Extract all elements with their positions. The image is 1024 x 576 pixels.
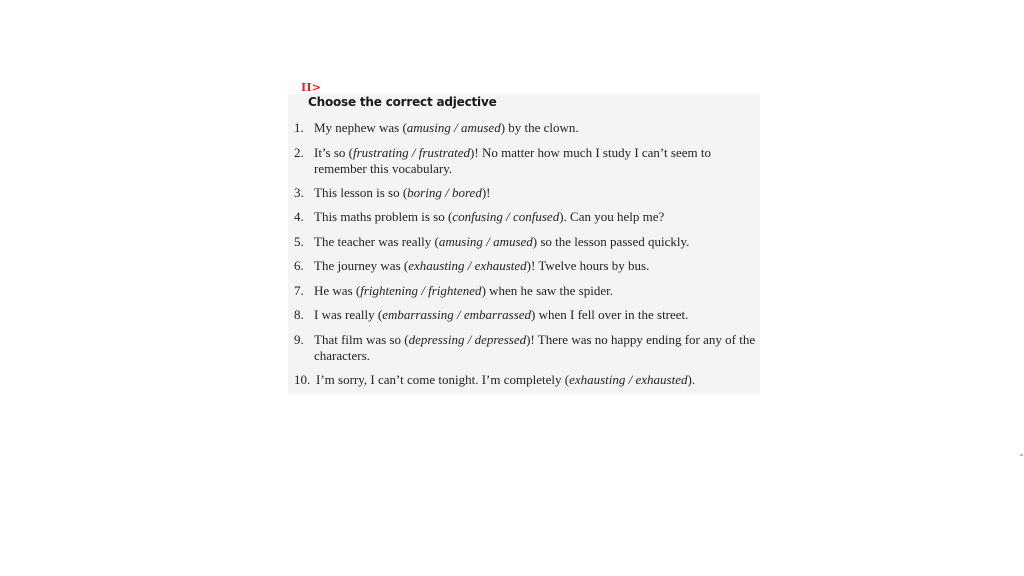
item-text-after: ). Can you help me? bbox=[559, 209, 665, 224]
option-1: frightening bbox=[360, 283, 418, 298]
item-number: 9. bbox=[294, 332, 304, 347]
item-text-after: )! bbox=[481, 185, 491, 200]
option-separator: / bbox=[450, 120, 461, 135]
option-separator: / bbox=[408, 145, 419, 160]
exercise-item-5 bbox=[294, 234, 760, 250]
option-2: confused bbox=[512, 209, 560, 224]
item-text-before: The teacher was really ( bbox=[314, 234, 439, 249]
exercise-item-2 bbox=[294, 145, 760, 177]
item-number: 6. bbox=[294, 258, 304, 273]
item-text-before: I was really ( bbox=[314, 307, 383, 322]
exercise-item-6 bbox=[294, 258, 760, 274]
option-separator: / bbox=[625, 372, 636, 387]
exercise-item-10 bbox=[294, 372, 760, 388]
item-text-after: )! Twelve hours by bus. bbox=[526, 258, 650, 273]
item-text-before: That film was so ( bbox=[314, 332, 409, 347]
item-text-before: He was ( bbox=[314, 283, 361, 298]
option-separator: / bbox=[418, 283, 429, 298]
item-text-before: It’s so ( bbox=[314, 145, 353, 160]
item-text-before: This lesson is so ( bbox=[314, 185, 408, 200]
option-separator: / bbox=[453, 307, 464, 322]
item-text-after: ) so the lesson passed quickly. bbox=[532, 234, 690, 249]
option-2: embarrassed bbox=[463, 307, 532, 322]
item-number: 1. bbox=[294, 120, 304, 135]
option-2: amused bbox=[460, 120, 501, 135]
option-2: exhausted bbox=[635, 372, 688, 387]
option-2: frustrated bbox=[418, 145, 471, 160]
option-1: exhausting bbox=[408, 258, 465, 273]
option-1: amusing bbox=[438, 234, 483, 249]
stray-mark bbox=[1020, 454, 1023, 456]
option-separator: / bbox=[441, 185, 452, 200]
section-marker: II> bbox=[301, 81, 322, 94]
option-1: embarrassing bbox=[382, 307, 454, 322]
option-2: bored bbox=[451, 185, 482, 200]
option-2: frightened bbox=[428, 283, 482, 298]
item-number: 2. bbox=[294, 145, 304, 160]
item-text-after: ) when he saw the spider. bbox=[481, 283, 613, 298]
item-text-before: The journey was ( bbox=[314, 258, 409, 273]
item-text-before: This maths problem is so ( bbox=[314, 209, 453, 224]
item-text-after: )! There was no happy ending for any of the characters. bbox=[314, 332, 756, 363]
exercise-item-9 bbox=[294, 332, 760, 364]
option-separator: / bbox=[502, 209, 513, 224]
option-1: confusing bbox=[452, 209, 503, 224]
item-number: 3. bbox=[294, 185, 304, 200]
option-2: exhausted bbox=[474, 258, 527, 273]
item-text-after: ) by the clown. bbox=[500, 120, 579, 135]
item-number: 4. bbox=[294, 209, 304, 224]
item-text-after: ) when I fell over in the street. bbox=[531, 307, 689, 322]
option-1: depressing bbox=[408, 332, 465, 347]
item-text-after: )! No matter how much I study I can’t seem to remember this vocabulary. bbox=[314, 145, 711, 176]
option-1: frustrating bbox=[353, 145, 409, 160]
item-number: 8. bbox=[294, 307, 304, 322]
item-text-before: I’m sorry, I can’t come tonight. I’m completely ( bbox=[316, 372, 570, 387]
item-number: 10. bbox=[294, 372, 311, 387]
option-separator: / bbox=[464, 258, 475, 273]
item-number: 5. bbox=[294, 234, 304, 249]
option-2: amused bbox=[493, 234, 533, 249]
exercise-item-3 bbox=[294, 185, 760, 201]
exercise-item-8 bbox=[294, 307, 760, 323]
option-1: exhausting bbox=[569, 372, 626, 387]
option-2: depressed bbox=[474, 332, 527, 347]
option-separator: / bbox=[464, 332, 475, 347]
exercise-heading: Choose the correct adjective bbox=[308, 95, 497, 109]
item-number: 7. bbox=[294, 283, 304, 298]
exercise-item-7 bbox=[294, 283, 760, 299]
option-separator: / bbox=[482, 234, 494, 249]
item-text-after: ). bbox=[687, 372, 696, 387]
option-1: boring bbox=[407, 185, 442, 200]
item-text-before: My nephew was ( bbox=[314, 120, 407, 135]
option-1: amusing bbox=[406, 120, 451, 135]
exercise-item-4 bbox=[294, 209, 760, 225]
exercise-item-1 bbox=[294, 120, 760, 136]
